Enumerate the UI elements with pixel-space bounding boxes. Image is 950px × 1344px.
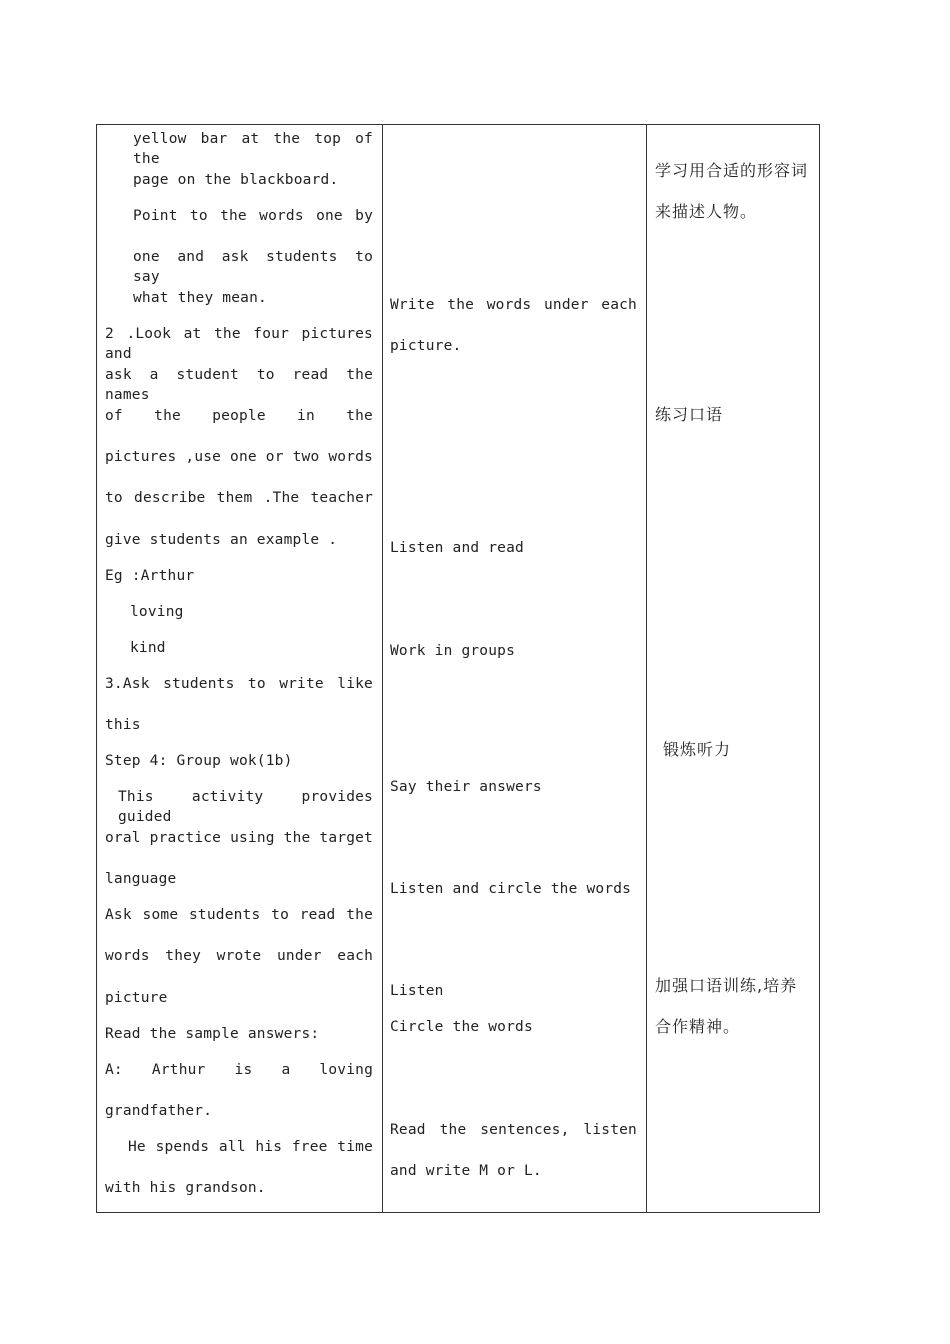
text-line: what they mean. xyxy=(133,290,267,306)
text-line: loving xyxy=(130,604,184,620)
text-line: Point to the words one by xyxy=(133,208,373,224)
text-line: yellow bar at the top of the xyxy=(133,131,373,167)
text-line: Work in groups xyxy=(390,643,516,659)
text-line: 锻炼听力 xyxy=(663,740,732,759)
text-line: Read the sentences, listen xyxy=(390,1122,637,1138)
text-line: Circle the words xyxy=(390,1019,533,1035)
text-line: grandfather. xyxy=(105,1103,213,1119)
text-line: page on the blackboard. xyxy=(133,172,339,188)
column-divider xyxy=(646,125,647,1212)
text-line: Listen xyxy=(390,983,444,999)
text-line: Step 4: Group wok(1b) xyxy=(105,753,293,769)
text-line: to describe them .The teacher xyxy=(105,490,373,506)
text-line: Listen and circle the words xyxy=(390,881,632,897)
text-line: 来描述人物。 xyxy=(655,202,758,221)
text-line: Eg :Arthur xyxy=(105,568,195,584)
text-line: of the people in the xyxy=(105,408,373,424)
text-line: Write the words under each xyxy=(390,297,637,313)
text-line: and write M or L. xyxy=(390,1163,542,1179)
text-line: 加强口语训练,培养 xyxy=(655,976,798,995)
text-line: 合作精神。 xyxy=(655,1017,741,1036)
text-line: Listen and read xyxy=(390,540,524,556)
text-line: picture xyxy=(105,990,168,1006)
text-line: 练习口语 xyxy=(655,405,724,424)
text-line: 3.Ask students to write like xyxy=(105,676,373,692)
text-line: He spends all his free time xyxy=(128,1139,373,1155)
text-line: A: Arthur is a loving xyxy=(105,1062,373,1078)
text-line: Say their answers xyxy=(390,779,542,795)
text-line: 2 .Look at the four pictures and xyxy=(105,326,373,362)
text-line: ask a student to read the names xyxy=(105,367,373,403)
text-line: pictures ,use one or two words xyxy=(105,449,373,465)
text-line: kind xyxy=(130,640,166,656)
text-line: picture. xyxy=(390,338,462,354)
text-line: Ask some students to read the xyxy=(105,907,373,923)
text-line: 学习用合适的形容词 xyxy=(655,161,809,180)
text-line: one and ask students to say xyxy=(133,249,373,285)
text-line: oral practice using the target xyxy=(105,830,373,846)
text-line: give students an example . xyxy=(105,532,338,548)
text-line: Read the sample answers: xyxy=(105,1026,320,1042)
column-divider xyxy=(382,125,383,1212)
text-line: this xyxy=(105,717,141,733)
text-line: language xyxy=(105,871,177,887)
text-line: with his grandson. xyxy=(105,1180,266,1196)
text-line: words they wrote under each xyxy=(105,948,373,964)
text-line: This activity provides guided xyxy=(118,789,373,825)
